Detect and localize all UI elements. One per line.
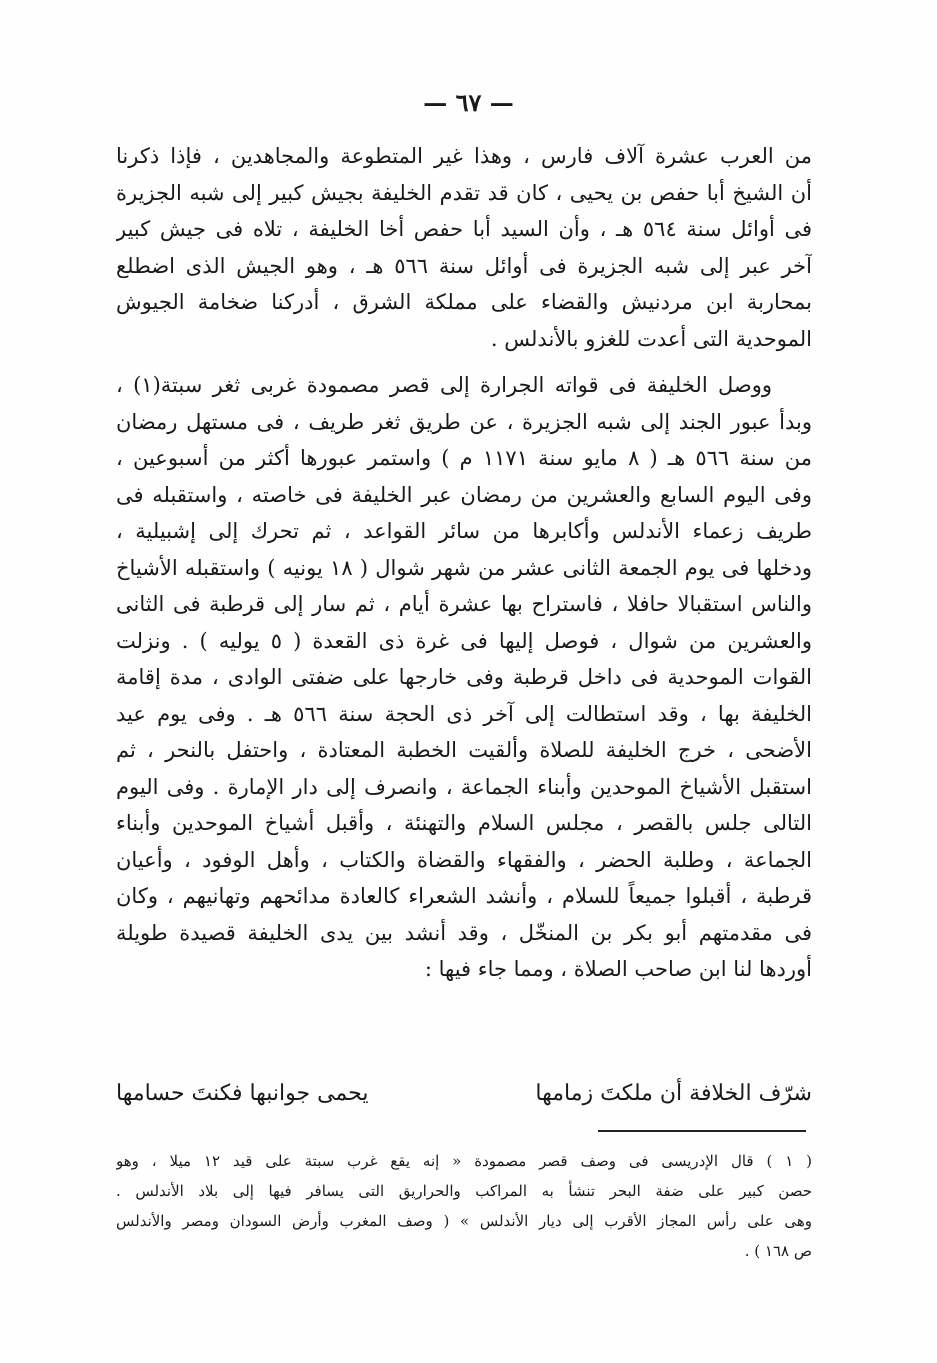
text-line: الأضحى ، خرج الخليفة للصلاة وألقيت الخطبة المعتادة ، واحتفل بالنحر ، ثم	[116, 738, 812, 762]
text-line: بمحاربة ابن مردنيش والقضاء على مملكة الشرق ، أدركنا ضخامة الجيوش	[116, 290, 812, 314]
text-line: فى أوائل سنة ٥٦٤ هـ ، وأن السيد أبا حفص أخا الخليفة ، تلاه فى جيش كبير	[116, 217, 812, 241]
footnote-line: حصن كبير على ضفة البحر تنشأ به المراكب والحراريق التى يسافر فيها إلى بلاد الأندلس .	[116, 1182, 812, 1200]
footnotes	[116, 1146, 812, 1266]
footnote-line: وهى على رأس المجاز الأقرب إلى ديار الأندلس » ( وصف المغرب وأرض السودان ومصر والأندلس	[116, 1212, 812, 1230]
text-line: ووصل الخليفة فى قواته الجرارة إلى قصر مصمودة غربى ثغر سبتة(١) ،	[116, 373, 772, 397]
verse-second-hemistich: يحمى جوانبها فكنتَ حسامها	[116, 1081, 369, 1106]
text-line: والناس استقبالا حافلا ، فاستراح بها عشرة أيام ، ثم سار إلى قرطبة فى الثانى	[116, 592, 812, 616]
text-line: وفى اليوم السابع والعشرين من رمضان عبر الخليفة فى خاصته ، واستقبله فى	[116, 482, 812, 507]
verse-first-hemistich: شرّف الخلافة أن ملكتَ زمامها	[535, 1081, 812, 1106]
footnote-line: ص ١٦٨ ) .	[744, 1242, 812, 1260]
text-line: أن الشيخ أبا حفص بن يحيى ، كان قد تقدم الخليفة بجيش كبير إلى شبه الجزيرة	[116, 180, 812, 205]
text-line: آخر عبر إلى شبه الجزيرة فى أوائل سنة ٥٦٦ هـ ، وهو الجيش الذى اضطلع	[116, 253, 812, 278]
poem-verse	[116, 1076, 812, 1112]
footnote-divider	[598, 1130, 806, 1132]
text-line: طريف زعماء الأندلس وأكابرها من سائر القواعد ، ثم تحرك إلى إشبيلية ،	[116, 519, 812, 543]
text-line: وبدأ عبور الجند إلى شبه الجزيرة ، عن طريق ثغر طريف ، فى مستهل رمضان	[116, 409, 812, 434]
text-line: والعشرين من شوال ، فوصل إليها فى غرة ذى القعدة ( ٥ يوليه ) . ونزلت	[116, 628, 812, 653]
text-line: الموحدية التى أعدت للغزو بالأندلس .	[490, 326, 812, 351]
text-line: الخليفة بها ، وقد استطالت إلى آخر ذى الحجة سنة ٥٦٦ هـ . وفى يوم عيد	[116, 701, 812, 726]
text-line: ودخلها فى يوم الجمعة الثانى عشر من شهر شوال ( ١٨ يونيه ) واستقبله الأشياخ	[116, 555, 812, 580]
text-line: استقبل الأشياخ الموحدين وأبناء الجماعة ، وانصرف إلى دار الإمارة . وفى اليوم	[116, 774, 812, 799]
text-line: أوردها لنا ابن صاحب الصلاة ، ومما جاء فيها :	[424, 957, 812, 981]
text-line: قرطبة ، أقبلوا جميعاً للسلام ، وأنشد الشعراء كالعادة مدائحهم وتهانيهم ، وكان	[116, 884, 812, 908]
text-line: التالى جلس بالقصر ، مجلس السلام والتهنئة ، وأقبل أشياخ الموحدين وأبناء	[116, 811, 812, 835]
text-line: القوات الموحدية فى داخل قرطبة وفى خارجها على ضفتى الوادى ، مدة إقامة	[116, 665, 812, 689]
text-line: من العرب عشرة آلاف فارس ، وهذا غير المتطوعة والمجاهدين ، فإذا ذكرنا	[116, 144, 812, 168]
footnote-line: ( ١ ) قال الإدريسى فى وصف قصر مصمودة « إنه يقع غرب سبتة على قيد ١٢ ميلا ، وهو	[116, 1152, 812, 1170]
text-line: فى مقدمتهم أبو بكر بن المنخّل ، وقد أنشد بين يدى الخليفة قصيدة طويلة	[116, 920, 812, 945]
page-number: — ٦٧ —	[423, 88, 514, 117]
text-line: من سنة ٥٦٦ هـ ( ٨ مايو سنة ١١٧١ م ) واستمر عبورها أكثر من أسبوعين ،	[116, 446, 812, 470]
main-text	[116, 138, 812, 988]
text-line: الجماعة ، وطلبة الحضر ، والفقهاء والقضاة والكتاب ، وأهل الوفود ، وأعيان	[116, 847, 812, 872]
